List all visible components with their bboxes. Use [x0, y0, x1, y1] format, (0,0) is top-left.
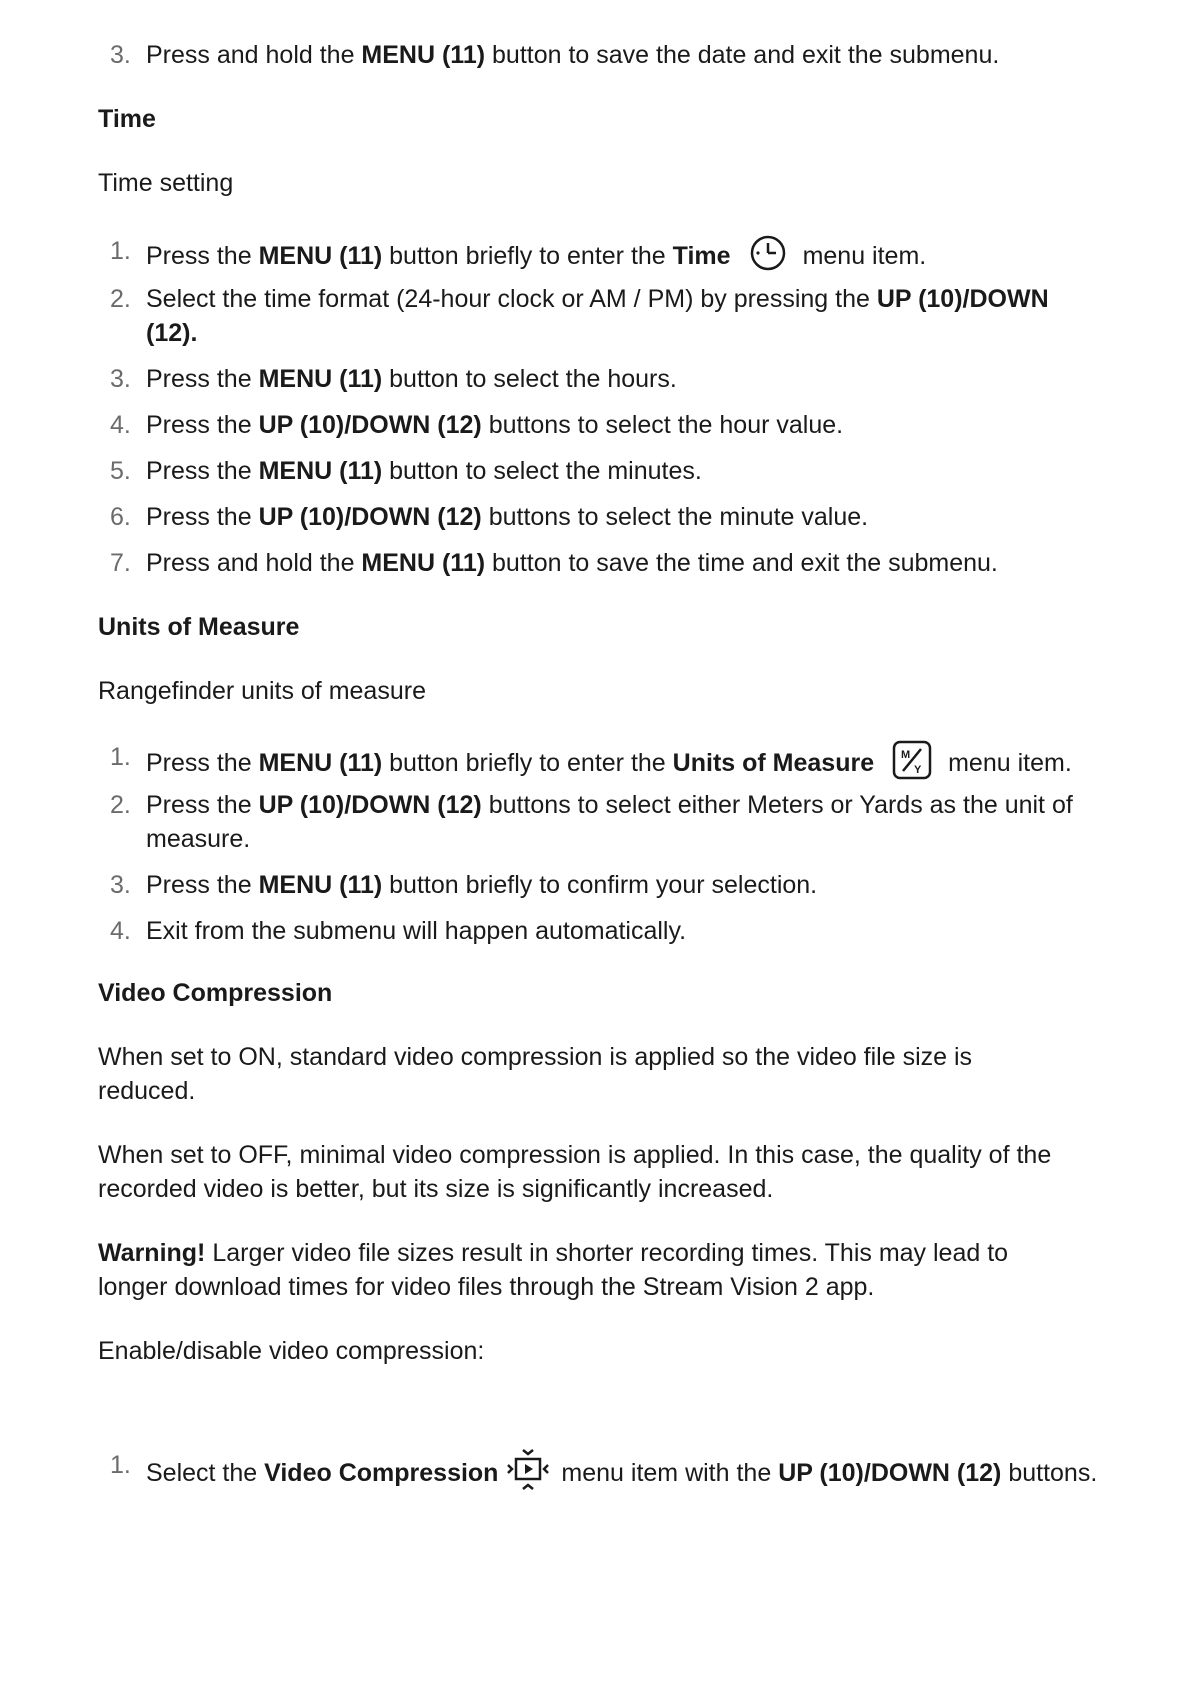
units-of-measure-icon [892, 740, 932, 789]
list-item: Press and hold the MENU (11) button to save the time and exit the submenu. [146, 549, 998, 577]
clock-icon [749, 234, 787, 281]
paragraph-line: longer download times for video files through the Stream Vision 2 app. [98, 1273, 875, 1301]
list-number: 2. [110, 285, 131, 313]
warning-label: Warning! [98, 1239, 206, 1267]
list-number: 2. [110, 791, 131, 819]
video-heading: Video Compression [98, 979, 333, 1007]
list-item: Press the MENU (11) button to select the hours. [146, 365, 677, 393]
svg-text:Y: Y [914, 764, 922, 776]
list-item: Press the MENU (11) button briefly to enter the Units of Measure M Y menu item. [146, 740, 1072, 789]
list-item-continued: measure. [146, 825, 251, 853]
list-number: 7. [110, 549, 131, 577]
video-compression-icon [504, 1448, 552, 1501]
time-heading: Time [98, 105, 156, 133]
list-item: Press and hold the MENU (11) button to save the date and exit the submenu. [146, 41, 1000, 69]
list-item: Exit from the submenu will happen automatically. [146, 917, 687, 945]
list-item: Press the UP (10)/DOWN (12) buttons to select the minute value. [146, 503, 869, 531]
units-subtitle: Rangefinder units of measure [98, 677, 426, 705]
paragraph-line: When set to OFF, minimal video compression is applied. In this case, the quality of the [98, 1141, 1052, 1169]
list-number: 5. [110, 457, 131, 485]
list-item: Press the UP (10)/DOWN (12) buttons to select the hour value. [146, 411, 844, 439]
time-subtitle: Time setting [98, 169, 234, 197]
list-item: Select the Video Compression menu item with the UP (10)/DOWN (12) buttons. [146, 1448, 1097, 1501]
list-number: 4. [110, 411, 131, 439]
list-number: 1. [110, 1451, 131, 1479]
list-number: 3. [110, 871, 131, 899]
list-number: 6. [110, 503, 131, 531]
svg-text:M: M [901, 749, 911, 761]
list-number: 1. [110, 743, 131, 771]
warning-line: Warning! Larger video file sizes result in shorter recording times. This may lead to [98, 1239, 1009, 1267]
paragraph-line: When set to ON, standard video compression is applied so the video file size is [98, 1043, 973, 1071]
list-item: Press the MENU (11) button to select the minutes. [146, 457, 702, 485]
list-item: Select the time format (24-hour clock or AM / PM) by pressing the UP (10)/DOWN [146, 285, 1049, 313]
units-heading: Units of Measure [98, 613, 300, 641]
list-number: 4. [110, 917, 131, 945]
list-number: 3. [110, 365, 131, 393]
list-item: Press the MENU (11) button briefly to enter the Time menu item. [146, 234, 926, 281]
list-number: 3. [110, 41, 131, 69]
list-item: Press the UP (10)/DOWN (12) buttons to select either Meters or Yards as the unit of [146, 791, 1073, 819]
list-number: 1. [110, 237, 131, 265]
enable-text: Enable/disable video compression: [98, 1337, 485, 1365]
list-item: Press the MENU (11) button briefly to confirm your selection. [146, 871, 818, 899]
paragraph-line: recorded video is better, but its size is significantly increased. [98, 1175, 774, 1203]
paragraph-line: reduced. [98, 1077, 196, 1105]
list-item-continued: (12). [146, 319, 198, 347]
